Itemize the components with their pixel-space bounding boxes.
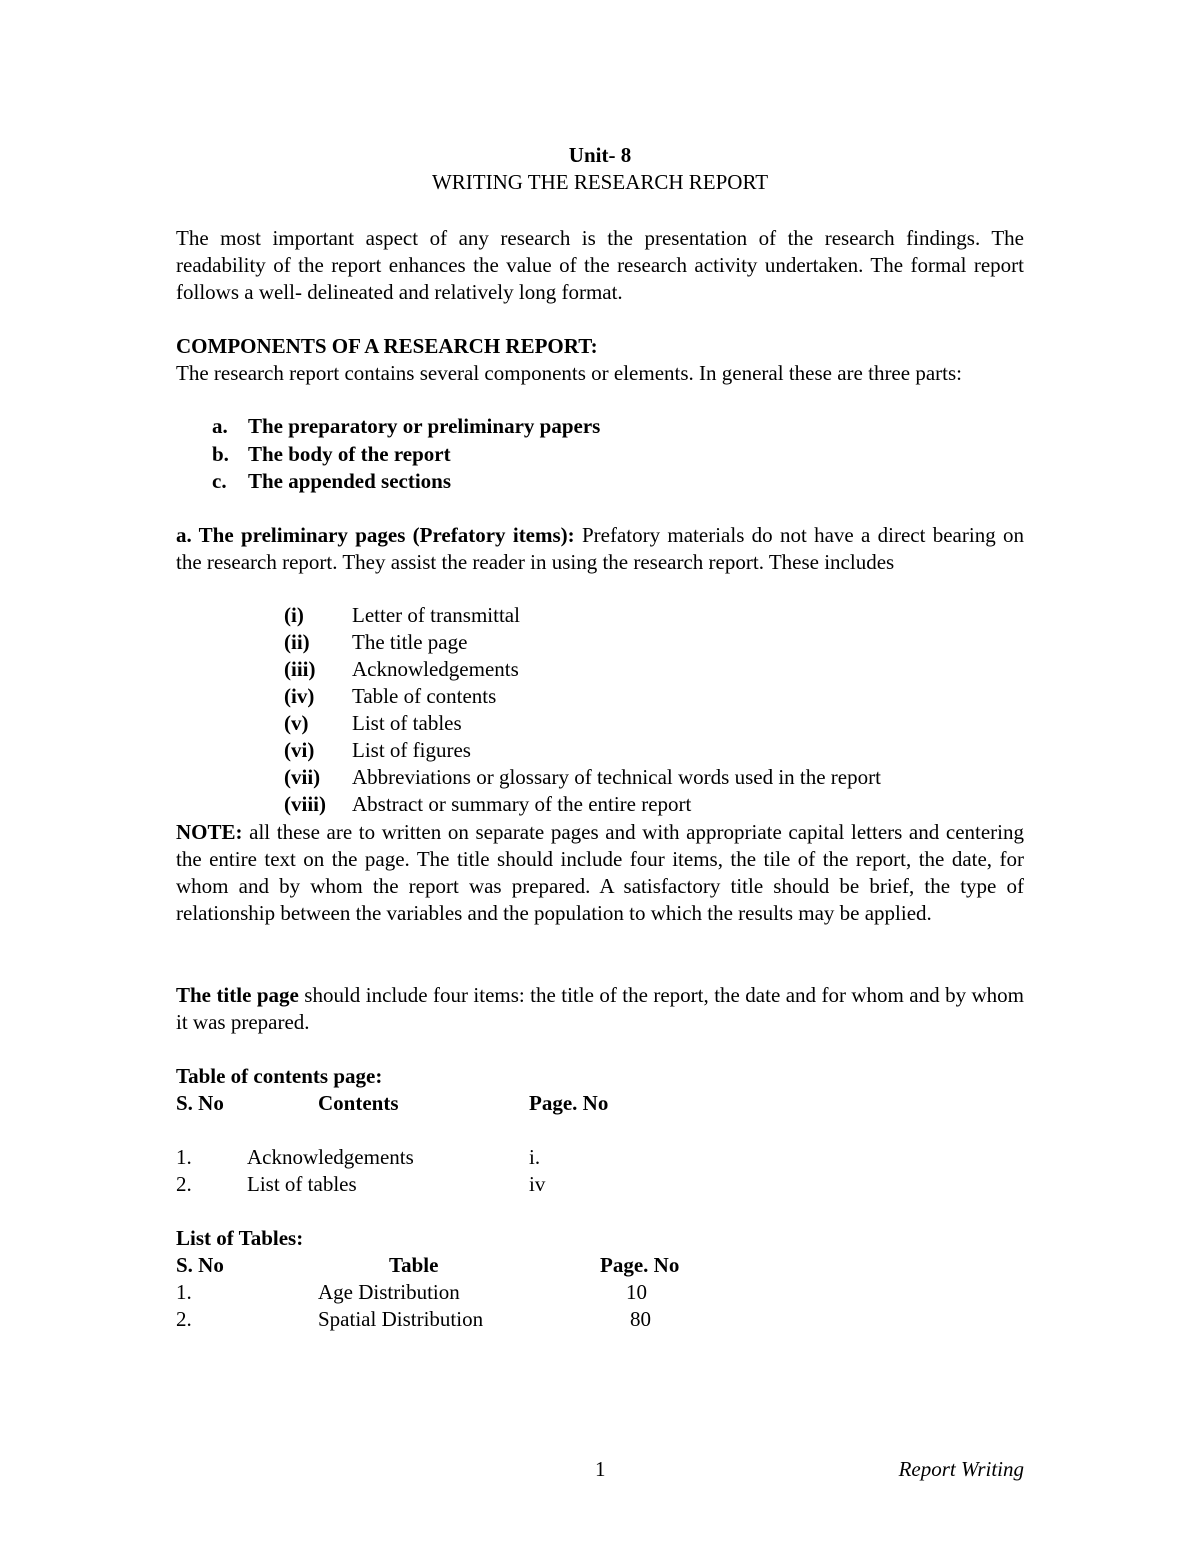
- list-item-label: (iii): [284, 657, 316, 681]
- table-cell: Age Distribution: [318, 1280, 460, 1304]
- list-item-text: List of tables: [352, 711, 462, 735]
- components-list: [212, 413, 600, 496]
- unit-label: [0, 143, 1200, 168]
- list-item: [284, 602, 881, 629]
- table-cell: List of tables: [247, 1172, 357, 1196]
- table-cell: iv: [529, 1172, 546, 1196]
- list-item-text: Abbreviations or glossary of technical words used in the report: [352, 765, 881, 789]
- list-item-label: (v): [284, 711, 309, 735]
- list-item-label: (vi): [284, 738, 315, 762]
- preliminary-heading: a. The preliminary pages (Prefatory items):: [176, 523, 575, 547]
- list-item-label: (vii): [284, 765, 321, 789]
- list-item: [284, 791, 881, 818]
- list-item-label: (ii): [284, 630, 310, 654]
- table-cell: 10: [626, 1280, 647, 1304]
- page-title-text: WRITING THE RESEARCH REPORT: [431, 170, 769, 194]
- running-title: Report Writing: [898, 1457, 1024, 1481]
- table-cell: i.: [529, 1145, 541, 1169]
- list-item: [284, 710, 881, 737]
- column-header: S. No: [176, 1253, 224, 1277]
- intro-paragraph: The most important aspect of any research is the presentation of the research findings. The readability of the report enhances the value of the research activity undertaken. The formal report follows a well- delineated and relatively long format.: [176, 226, 1024, 304]
- column-header: Contents: [318, 1091, 399, 1115]
- table-cell: 80: [630, 1307, 651, 1331]
- list-item: [284, 683, 881, 710]
- list-item-label: a.: [212, 414, 228, 438]
- list-item-text: Letter of transmittal: [352, 603, 520, 627]
- list-item-text: The body of the report: [248, 441, 451, 466]
- preliminary-text: Prefatory materials do not have a direct bearing on the research report. They assist the reader in using the research report. These includes: [176, 523, 1025, 574]
- list-item-text: Table of contents: [352, 684, 497, 708]
- toc-heading: Table of contents page:: [176, 1064, 383, 1088]
- note-label: NOTE:: [176, 820, 243, 844]
- title-page-label: The title page: [176, 983, 299, 1007]
- list-item-text: Abstract or summary of the entire report: [352, 792, 692, 816]
- list-item-label: c.: [212, 469, 227, 493]
- column-header: Page. No: [529, 1091, 609, 1115]
- list-item-label: (viii): [284, 792, 326, 816]
- list-item-text: Acknowledgements: [352, 657, 519, 681]
- column-header: S. No: [176, 1091, 224, 1115]
- list-item-text: The preparatory or preliminary papers: [248, 414, 601, 438]
- page-title: [0, 170, 1200, 195]
- prefatory-items-list: [284, 602, 881, 818]
- table-cell: 1.: [176, 1280, 192, 1304]
- list-item: [284, 629, 881, 656]
- list-item: [284, 764, 881, 791]
- list-item: [284, 737, 881, 764]
- page-number: 1: [595, 1457, 606, 1481]
- table-cell: 1.: [176, 1145, 192, 1169]
- list-item: [284, 656, 881, 683]
- column-header: Table: [389, 1253, 439, 1277]
- list-item-label: (iv): [284, 684, 315, 708]
- table-cell: Spatial Distribution: [318, 1307, 484, 1331]
- note-text: all these are to written on separate pages and with appropriate capital letters and centering the entire text on the page. The title should include four items, the tile of the report, the date, for whom and by whom the report was prepared. A satisfactory title should be brief, the type of relationship between the variables and the population to which the results may be applied.: [176, 820, 1024, 925]
- components-text: The research report contains several components or elements. In general these are three parts:: [176, 361, 962, 385]
- preliminary-paragraph: [176, 522, 1024, 576]
- note-paragraph: [176, 819, 1024, 927]
- list-item-text: The appended sections: [248, 469, 452, 493]
- list-item-text: List of figures: [352, 738, 471, 762]
- table-cell: 2.: [176, 1307, 192, 1331]
- unit-label-text: Unit- 8: [568, 143, 632, 167]
- column-header: Page. No: [600, 1253, 680, 1277]
- components-section: [176, 333, 1024, 387]
- components-heading: COMPONENTS OF A RESEARCH REPORT:: [176, 334, 598, 358]
- list-item: [212, 413, 600, 441]
- list-item-label: (i): [284, 603, 304, 627]
- list-item-label: b.: [212, 441, 229, 466]
- list-item: [212, 468, 600, 496]
- list-item-text: The title page: [352, 630, 468, 654]
- list-of-tables-heading: List of Tables:: [176, 1226, 304, 1250]
- table-cell: 2.: [176, 1172, 192, 1196]
- list-item: [212, 441, 600, 469]
- title-page-text: should include four items: the title of the report, the date and for whom and by whom it was prepared.: [176, 983, 1025, 1034]
- title-page-paragraph: [176, 982, 1024, 1036]
- table-cell: Acknowledgements: [247, 1145, 414, 1169]
